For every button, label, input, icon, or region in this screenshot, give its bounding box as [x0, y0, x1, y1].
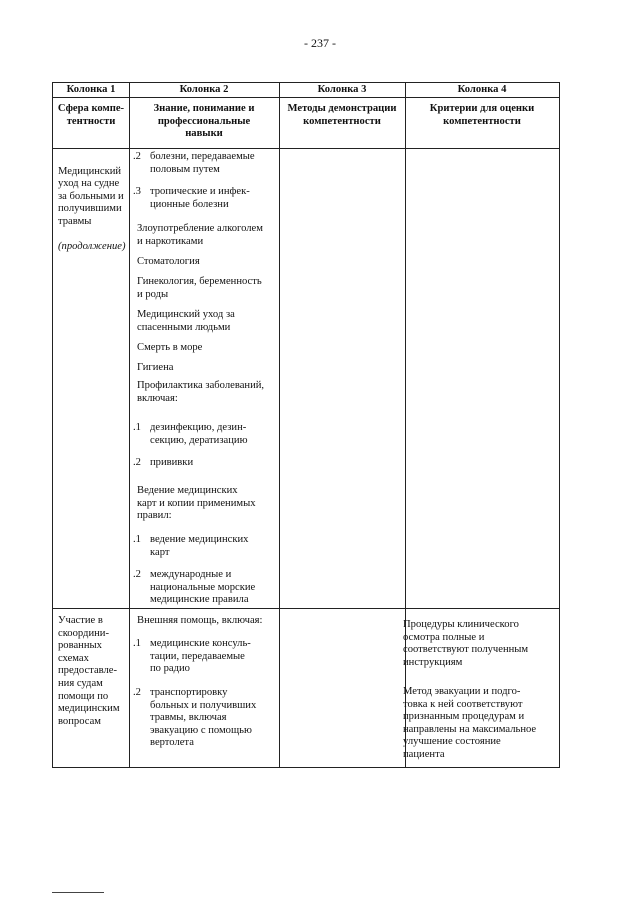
header-column-4: Колонка 4	[457, 84, 507, 95]
row-divider	[53, 148, 559, 149]
row1-competence	[58, 153, 128, 254]
header-column-3: Колонка 3	[317, 84, 367, 95]
row1-knowledge-item-text: ведение медицинских карт	[150, 534, 249, 558]
row-divider	[53, 97, 559, 98]
row1-knowledge-item: Злоупотребление алкоголем и наркотиками	[137, 223, 263, 247]
row1-knowledge-item-number: .2	[133, 569, 141, 580]
page-number: - 237 -	[304, 36, 336, 50]
header-column-1: Колонка 1	[66, 84, 116, 95]
row1-knowledge-item: Гигиена	[137, 362, 174, 373]
row2-knowledge-item-number: .2	[133, 687, 141, 698]
row1-knowledge-item-number: .1	[133, 422, 141, 433]
row2-criteria-1: Процедуры клинического осмотра полные и соответствуют полученным инструкциям	[403, 619, 529, 668]
column-divider	[279, 83, 280, 767]
row1-knowledge-item-text: международные и национальные морские медицинские правила	[150, 569, 256, 606]
row1-knowledge-item-text: дезинфекцию, дезин- секцию, дератизацию	[150, 422, 248, 446]
row1-knowledge-item: Смерть в море	[137, 342, 203, 353]
row2-criteria-2: Метод эвакуации и подго- товка к ней соответствуют признанным процедурам и направлены на максимальное улучшение состояние пациента	[403, 686, 537, 760]
subheader-sphere: Сфера компе- тентности	[57, 103, 125, 127]
row1-knowledge-item: Стоматология	[137, 256, 200, 267]
row1-knowledge-item: Гинекология, беременность и роды	[137, 276, 262, 300]
row2-knowledge-item: Внешняя помощь, включая:	[137, 615, 263, 626]
row2-competence: Участие в скоордини- рованных схемах предоставле- ния судам помощи по медицинским вопросам	[58, 615, 120, 727]
row2-knowledge-item-text: транспортировку больных и получивших травмы, включая эвакуацию с помощью вертолета	[150, 687, 257, 749]
subheader-methods: Методы демонстрации компетентности	[287, 103, 397, 127]
row1-knowledge-item-number: .1	[133, 534, 141, 545]
row2-knowledge-item-text: медицинские консуль- тации, передаваемые по радио	[150, 638, 251, 675]
column-divider	[129, 83, 130, 767]
row1-knowledge-item-text: тропические и инфек- ционные болезни	[150, 186, 250, 210]
header-column-2: Колонка 2	[179, 84, 229, 95]
continuation-note: (продолжение)	[58, 241, 126, 253]
subheader-knowledge: Знание, понимание и профессиональные навыки	[153, 103, 255, 140]
row1-competence-text: Медицинский уход на судне за больными и получившими травмы	[58, 165, 124, 227]
row2-knowledge-item-number: .1	[133, 638, 141, 649]
footnote-rule	[52, 892, 104, 893]
row1-knowledge-item: Медицинский уход за спасенными людьми	[137, 309, 235, 333]
row1-knowledge-item-text: болезни, передаваемые половым путем	[150, 151, 255, 175]
row1-knowledge-item-number: .2	[133, 151, 141, 162]
row1-knowledge-item-number: .3	[133, 186, 141, 197]
row1-knowledge-item-number: .2	[133, 457, 141, 468]
competence-table	[52, 82, 560, 768]
row1-knowledge-item: Ведение медицинских карт и копии применимых правил:	[137, 485, 256, 522]
subheader-criteria: Критерии для оценки компетентности	[429, 103, 535, 127]
row1-knowledge-item: Профилактика заболеваний, включая:	[137, 380, 265, 404]
row-divider	[53, 608, 559, 609]
row1-knowledge-item-text: прививки	[150, 457, 194, 468]
